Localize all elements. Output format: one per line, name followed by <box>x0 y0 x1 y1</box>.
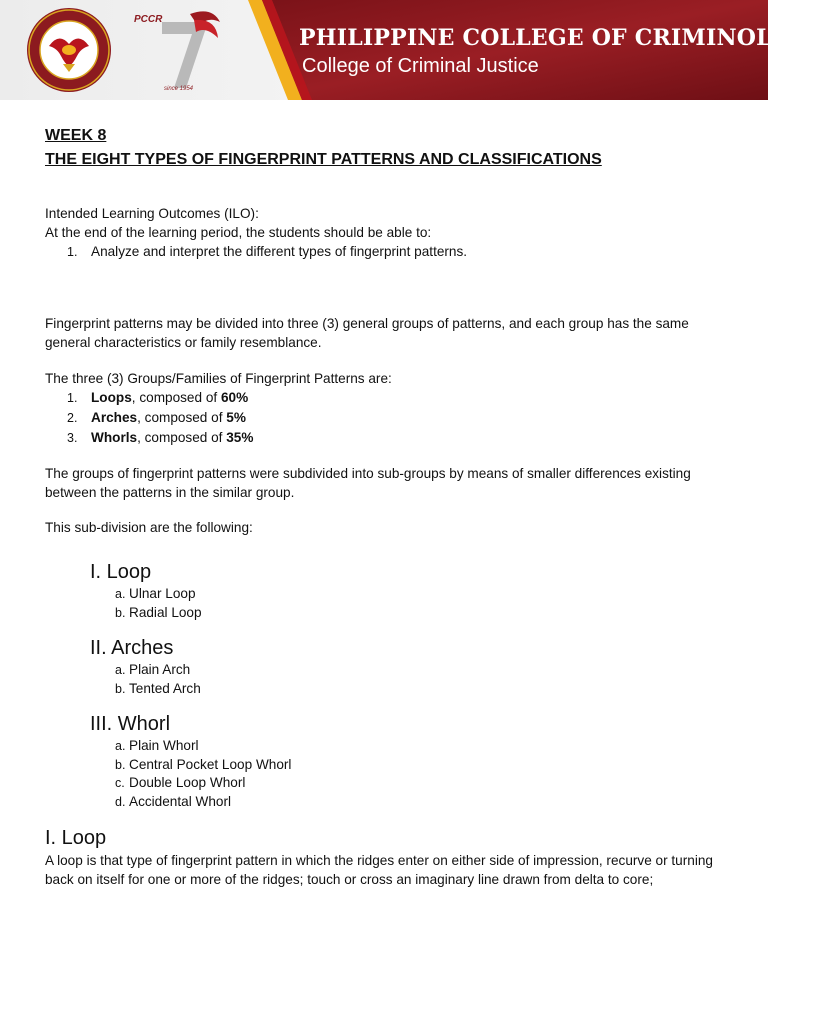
list-item <box>115 585 725 604</box>
list-item <box>115 737 725 756</box>
list-text: , composed of <box>131 390 221 405</box>
ilo-intro: At the end of the learning period, the students should be able to: <box>45 225 432 240</box>
list-text: , composed of <box>137 410 227 425</box>
page-title: THE EIGHT TYPES OF FINGERPRINT PATTERNS AND CLASSIFICATIONS <box>45 151 602 168</box>
list-letter: a. <box>115 663 126 677</box>
list-text: Double Loop Whorl <box>129 775 246 790</box>
anniversary-since: since 1954 <box>164 86 194 92</box>
list-number: 2. <box>67 411 78 425</box>
list-item <box>115 604 725 623</box>
list-letter: d. <box>115 794 126 809</box>
loop-section-heading: I. Loop <box>45 827 107 849</box>
list-letter: a. <box>115 739 126 753</box>
anniversary-logo <box>128 4 224 94</box>
list-text: Plain Arch <box>129 662 191 677</box>
section-heading-loop: I. Loop <box>90 561 152 583</box>
ilo-list <box>45 242 725 262</box>
list-item <box>115 756 725 775</box>
list-text: Tented Arch <box>129 680 201 696</box>
list-item <box>67 388 725 408</box>
document-body <box>45 124 725 889</box>
arch-subtypes <box>45 661 725 698</box>
subdivision-intro: This sub-division are the following: <box>45 520 253 535</box>
header-banner <box>0 0 826 100</box>
list-item <box>115 661 725 680</box>
college-seal-logo <box>19 6 119 94</box>
list-text: Radial Loop <box>129 604 202 620</box>
section-heading-whorl: III. Whorl <box>90 713 171 735</box>
list-text: , composed of <box>137 430 227 445</box>
list-letter: c. <box>115 776 125 790</box>
anniversary-brand: PCCR <box>134 14 163 25</box>
section-heading-arches: II. Arches <box>90 637 174 659</box>
list-number: 1. <box>67 391 78 405</box>
week-label: WEEK 8 <box>45 127 107 144</box>
college-name: College of Criminal Justice <box>302 55 539 77</box>
loop-subtypes <box>45 585 725 622</box>
list-item <box>115 793 725 812</box>
group-percent: 35% <box>226 430 254 445</box>
intro-paragraph: Fingerprint patterns may be divided into three (3) general groups of patterns, and each group has the same general characteristics or family resemblance. <box>45 316 689 350</box>
list-item <box>115 680 725 699</box>
group-name: Whorls <box>91 430 138 445</box>
loop-definition: A loop is that type of fingerprint pattern in which the ridges enter on either side of impression, recurve or turning back on itself for one or more of the ridges; touch or cross an imaginary line drawn from delta to core; <box>45 853 713 887</box>
list-item <box>67 408 725 428</box>
list-text: Plain Whorl <box>129 738 199 753</box>
group-percent: 60% <box>220 390 249 405</box>
group-name: Arches <box>91 410 138 425</box>
group-percent: 5% <box>226 410 246 425</box>
groups-list <box>45 388 725 448</box>
list-item <box>67 242 725 262</box>
list-text: Central Pocket Loop Whorl <box>129 756 292 772</box>
list-item <box>67 428 725 448</box>
group-name: Loops <box>91 390 132 405</box>
whorl-subtypes <box>45 737 725 811</box>
ilo-heading: Intended Learning Outcomes (ILO): <box>45 206 259 221</box>
list-number: 1. <box>67 245 78 259</box>
list-text: Ulnar Loop <box>129 586 196 601</box>
school-name: PHILIPPINE COLLEGE OF CRIMINOLOGY <box>299 25 826 51</box>
list-text: Accidental Whorl <box>129 793 231 809</box>
list-number: 3. <box>67 431 78 445</box>
list-letter: b. <box>115 605 126 620</box>
groups-intro: The three (3) Groups/Families of Fingerprint Patterns are: <box>45 371 392 386</box>
list-item <box>115 774 725 793</box>
list-letter: a. <box>115 587 126 601</box>
list-letter: b. <box>115 757 126 772</box>
subgroups-paragraph: The groups of fingerprint patterns were subdivided into sub-groups by means of smaller differences existing between the patterns in the similar group. <box>45 466 691 500</box>
list-letter: b. <box>115 681 126 696</box>
list-text: Analyze and interpret the different types of fingerprint patterns. <box>91 244 468 259</box>
